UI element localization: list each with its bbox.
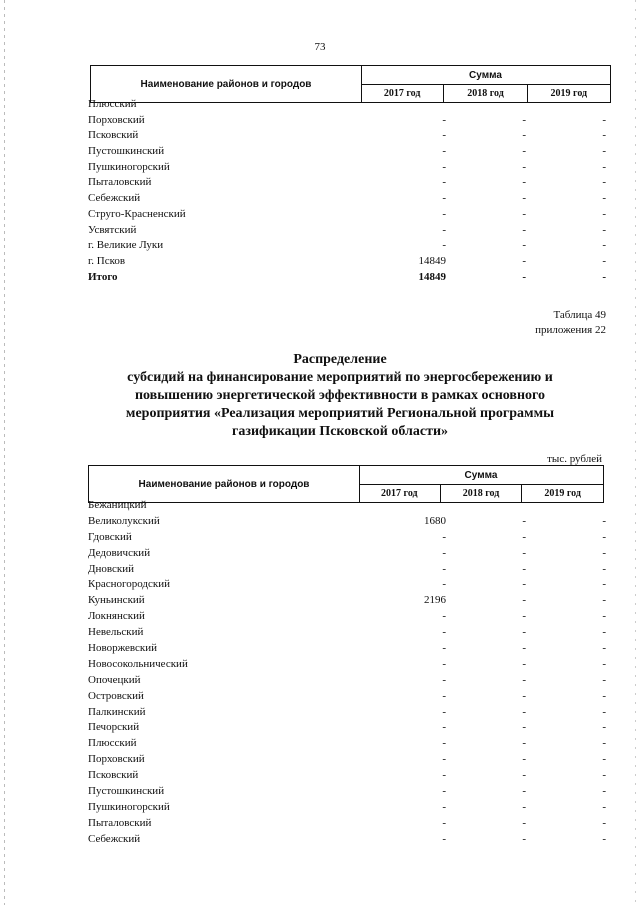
row-name: Псковский: [88, 769, 139, 782]
row-name: г. Псков: [88, 254, 126, 267]
value-2018: -: [522, 530, 526, 543]
value-2019: -: [602, 145, 606, 158]
row-name: Дновский: [88, 562, 135, 575]
table-row: [88, 498, 618, 514]
table-row: [88, 160, 618, 176]
table-row: [88, 191, 618, 207]
row-name: Итого: [88, 270, 118, 283]
value-2019: -: [602, 705, 606, 718]
value-2018: -: [522, 514, 526, 527]
row-name: Бежаницкий: [88, 499, 147, 511]
value-2018: -: [522, 737, 526, 750]
value-2019: -: [602, 832, 606, 845]
value-2017: -: [442, 530, 446, 543]
value-2018: -: [522, 673, 526, 686]
table-row: [88, 577, 618, 593]
value-2017: -: [442, 705, 446, 718]
value-2018: -: [522, 594, 526, 607]
row-name: Себежский: [88, 832, 141, 845]
table2-year-2018: 2018 год: [440, 484, 522, 502]
table-row: [88, 97, 618, 113]
row-name: Порховский: [88, 113, 145, 126]
value-2017: -: [442, 176, 446, 189]
value-2018: -: [522, 610, 526, 623]
value-2019: -: [602, 673, 606, 686]
value-2019: -: [602, 192, 606, 205]
value-2018: -: [522, 753, 526, 766]
table-row: [88, 223, 618, 239]
row-name: Красногородский: [88, 578, 171, 591]
table-row: [88, 625, 618, 641]
table1-year-2017: 2017 год: [383, 87, 421, 99]
value-2018: -: [522, 176, 526, 189]
table-row: [88, 816, 618, 832]
table-row: [88, 514, 618, 530]
table-row: [88, 144, 618, 160]
value-2019: -: [602, 546, 606, 559]
value-2017: -: [442, 129, 446, 142]
value-2018: -: [522, 145, 526, 158]
row-name: г. Великие Луки: [88, 239, 164, 252]
table-row: [88, 546, 618, 562]
value-2017: 1680: [424, 514, 446, 527]
document-title: [60, 351, 620, 441]
value-2017: 2196: [424, 594, 446, 607]
value-2019: -: [602, 530, 606, 543]
table-row: [88, 113, 618, 129]
value-2018: -: [522, 160, 526, 173]
value-2019: -: [602, 626, 606, 639]
title-line: мероприятия «Реализация мероприятий Региональной программы: [125, 406, 555, 421]
value-2017: 14849: [418, 270, 446, 283]
table-row: [88, 673, 618, 689]
value-2017: -: [442, 721, 446, 734]
table2-body: [88, 498, 618, 848]
value-2017: -: [442, 785, 446, 798]
value-2017: -: [442, 657, 446, 670]
value-2018: -: [522, 578, 526, 591]
title-line: субсидий на финансирование мероприятий по энергосбережению и: [127, 370, 553, 385]
table2-year-2017: 2017 год: [381, 487, 418, 499]
title-line: Распределение: [293, 352, 387, 367]
scan-left-edge: [4, 0, 5, 905]
value-2019: -: [602, 721, 606, 734]
value-2019: -: [602, 239, 606, 252]
row-name: Пустошкинский: [88, 145, 165, 158]
row-name: Плюсский: [88, 737, 137, 750]
value-2019: -: [602, 113, 606, 126]
table-row: [88, 128, 618, 144]
table-row: [88, 784, 618, 800]
value-2018: -: [522, 832, 526, 845]
value-2019: -: [602, 176, 606, 189]
table-row: [88, 270, 618, 286]
row-name: Невельский: [88, 626, 144, 639]
row-name: Великолукский: [88, 514, 160, 527]
value-2017: -: [442, 832, 446, 845]
value-2019: -: [602, 753, 606, 766]
page-number: 73: [314, 41, 326, 53]
value-2017: -: [442, 145, 446, 158]
value-2019: -: [602, 657, 606, 670]
value-2019: -: [602, 254, 606, 267]
value-2018: -: [522, 657, 526, 670]
value-2017: -: [442, 113, 446, 126]
row-name: Пыталовский: [88, 816, 152, 829]
value-2017: -: [442, 737, 446, 750]
value-2017: -: [442, 562, 446, 575]
value-2017: -: [442, 753, 446, 766]
value-2018: -: [522, 705, 526, 718]
value-2019: -: [602, 160, 606, 173]
table-row: [88, 593, 618, 609]
row-name: Куньинский: [88, 594, 145, 607]
value-2017: -: [442, 207, 446, 220]
value-2019: -: [602, 785, 606, 798]
row-name: Новоржевский: [88, 642, 158, 655]
table-label: Таблица 49: [553, 309, 606, 321]
table-row: [88, 752, 618, 768]
row-name: Пушкиногорский: [88, 800, 170, 813]
title-line: газификации Псковской области»: [231, 424, 449, 439]
value-2019: -: [602, 207, 606, 220]
value-2019: -: [602, 769, 606, 782]
row-name: Пустошкинский: [88, 785, 165, 798]
value-2018: -: [522, 721, 526, 734]
table1-year-2019: 2019 год: [527, 84, 610, 102]
table-row: [88, 736, 618, 752]
row-name: Дедовичский: [88, 546, 151, 559]
value-2018: -: [522, 239, 526, 252]
table-row: [88, 641, 618, 657]
table-row: [88, 768, 618, 784]
row-name: Себежский: [88, 192, 141, 205]
value-2019: -: [602, 737, 606, 750]
row-name: Псковский: [88, 129, 139, 142]
value-2019: -: [602, 129, 606, 142]
row-name: Плюсский: [88, 98, 137, 110]
scan-right-edge: [635, 0, 636, 905]
row-name: Пыталовский: [88, 176, 152, 189]
table1-body: [88, 97, 618, 285]
row-name: Локнянский: [88, 610, 145, 623]
value-2017: -: [442, 626, 446, 639]
value-2018: -: [522, 562, 526, 575]
value-2018: -: [522, 800, 526, 813]
value-2017: -: [442, 769, 446, 782]
appendix-label: приложения 22: [535, 324, 606, 336]
table-row: [88, 800, 618, 816]
table-row: [88, 720, 618, 736]
table-row: [88, 562, 618, 578]
value-2019: -: [602, 514, 606, 527]
table-row: [88, 832, 618, 848]
row-name: Опочецкий: [88, 673, 141, 686]
value-2017: -: [442, 610, 446, 623]
table1-header-name: Наименование районов и городов: [91, 66, 362, 102]
value-2018: -: [522, 270, 526, 283]
table-row: [88, 609, 618, 625]
units-label: тыс. рублей: [547, 453, 602, 465]
value-2017: -: [442, 160, 446, 173]
value-2019: -: [602, 610, 606, 623]
value-2018: -: [522, 254, 526, 267]
value-2019: -: [602, 594, 606, 607]
value-2018: -: [522, 626, 526, 639]
value-2019: -: [602, 816, 606, 829]
row-name: Палкинский: [88, 705, 146, 718]
value-2019: -: [602, 689, 606, 702]
table-row: [88, 238, 618, 254]
table1-year-2018: 2018 год: [443, 84, 526, 102]
table2-year-2019: 2019 год: [521, 484, 603, 502]
value-2018: -: [522, 207, 526, 220]
table-row: [88, 530, 618, 546]
value-2017: -: [442, 546, 446, 559]
value-2017: 14849: [418, 254, 446, 267]
value-2018: -: [522, 223, 526, 236]
row-name: Порховский: [88, 753, 145, 766]
value-2018: -: [522, 689, 526, 702]
row-name: Новосокольнический: [88, 657, 188, 670]
title-line: повышению энергетической эффективности в рамках основного: [134, 388, 546, 403]
table-row: [88, 689, 618, 705]
row-name: Печорский: [88, 721, 140, 734]
table-row: [88, 705, 618, 721]
value-2019: -: [602, 578, 606, 591]
value-2019: -: [602, 223, 606, 236]
value-2018: -: [522, 113, 526, 126]
row-name: Островский: [88, 689, 144, 702]
value-2018: -: [522, 816, 526, 829]
table1-header-summa: Сумма: [361, 66, 610, 85]
table-row: [88, 175, 618, 191]
row-name: Пушкиногорский: [88, 160, 170, 173]
table-row: [88, 207, 618, 223]
value-2018: -: [522, 192, 526, 205]
value-2017: -: [442, 578, 446, 591]
value-2018: -: [522, 546, 526, 559]
value-2017: -: [442, 673, 446, 686]
value-2019: -: [602, 642, 606, 655]
row-name: Гдовский: [88, 530, 132, 543]
table-row: [88, 254, 618, 270]
table2-header-name: Наименование районов и городов: [89, 466, 360, 502]
value-2017: -: [442, 689, 446, 702]
value-2018: -: [522, 769, 526, 782]
row-name: Усвятский: [88, 223, 137, 236]
value-2019: -: [602, 270, 606, 283]
value-2019: -: [602, 562, 606, 575]
value-2017: -: [442, 800, 446, 813]
value-2017: -: [442, 192, 446, 205]
value-2018: -: [522, 785, 526, 798]
value-2018: -: [522, 129, 526, 142]
value-2019: -: [602, 800, 606, 813]
value-2017: -: [442, 816, 446, 829]
table-row: [88, 657, 618, 673]
value-2017: -: [442, 642, 446, 655]
value-2017: -: [442, 239, 446, 252]
value-2018: -: [522, 642, 526, 655]
table2-header-summa: Сумма: [359, 466, 603, 485]
row-name: Струго-Красненский: [88, 207, 186, 220]
value-2017: -: [442, 223, 446, 236]
